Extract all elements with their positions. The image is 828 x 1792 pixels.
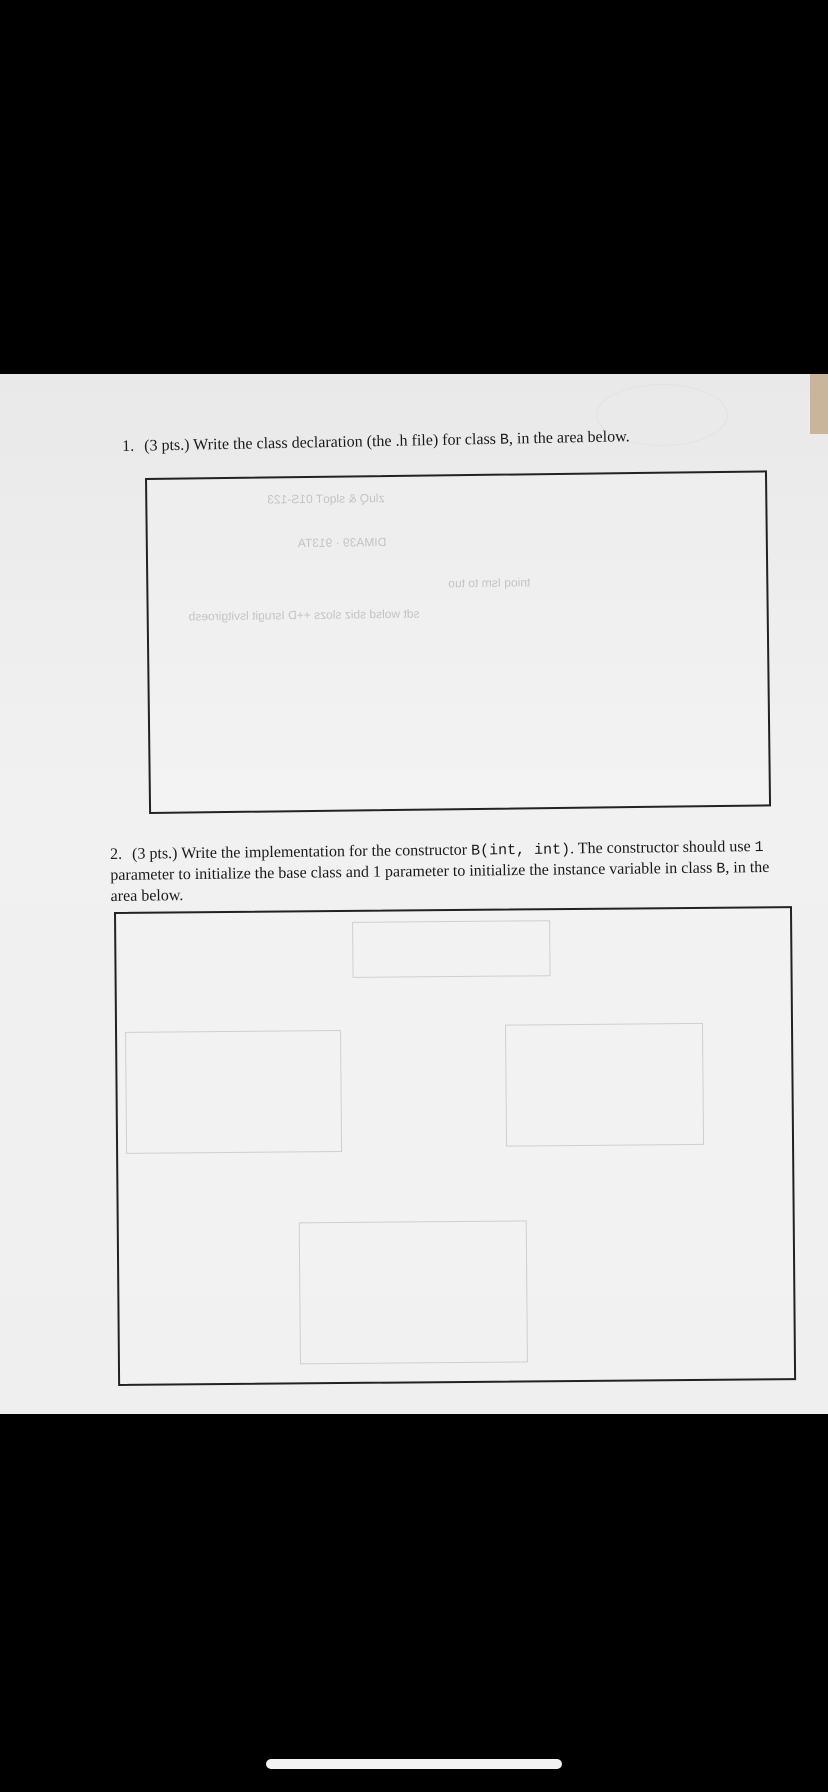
question-2-count-1: 1 [754,839,764,857]
question-2-middle-2: parameter to initialize the base class and [110,863,374,884]
question-2-count-2: 1 [372,863,382,881]
paper-edge [810,374,828,434]
question-2-text [110,837,781,907]
bleed-through-uml-box [505,1023,704,1147]
bleed-through-uml-box [299,1220,528,1364]
home-indicator[interactable] [266,1759,562,1769]
bleed-through-uml-box [352,920,550,978]
question-2-middle-3: parameter to initialize the instance variable in class [380,859,717,881]
bleed-through-text: sdt wolsd sbiz slozs ++D Isrugit lsvitgiroesb [188,606,420,624]
question-1-suffix: , in the area below. [508,428,630,448]
question-2-prefix: (3 pts.) Write the implementation for the constructor [132,841,472,863]
answer-box-1[interactable] [145,470,771,814]
bleed-through-text: zluQ & slqoT 01S-123 [267,491,385,507]
bleed-through-uml-box [125,1030,342,1154]
bleed-through-text: DIMA39 · 913TA [297,535,387,551]
question-1-prefix: (3 pts.) Write the class declaration (the .h file) for class [144,430,501,455]
question-2-class-name: B [716,860,726,878]
bleed-through-text: tnioq Ism to tuo [448,575,531,591]
question-2-number: 2. [110,845,123,863]
question-2-middle: . The constructor should use [569,838,755,858]
question-1-number: 1. [122,437,135,455]
question-1-class-name: B [499,431,510,449]
question-2-suffix: , in the area below. [110,858,770,905]
question-2-constructor: B(int, int) [470,841,571,860]
answer-box-2[interactable] [114,906,796,1386]
